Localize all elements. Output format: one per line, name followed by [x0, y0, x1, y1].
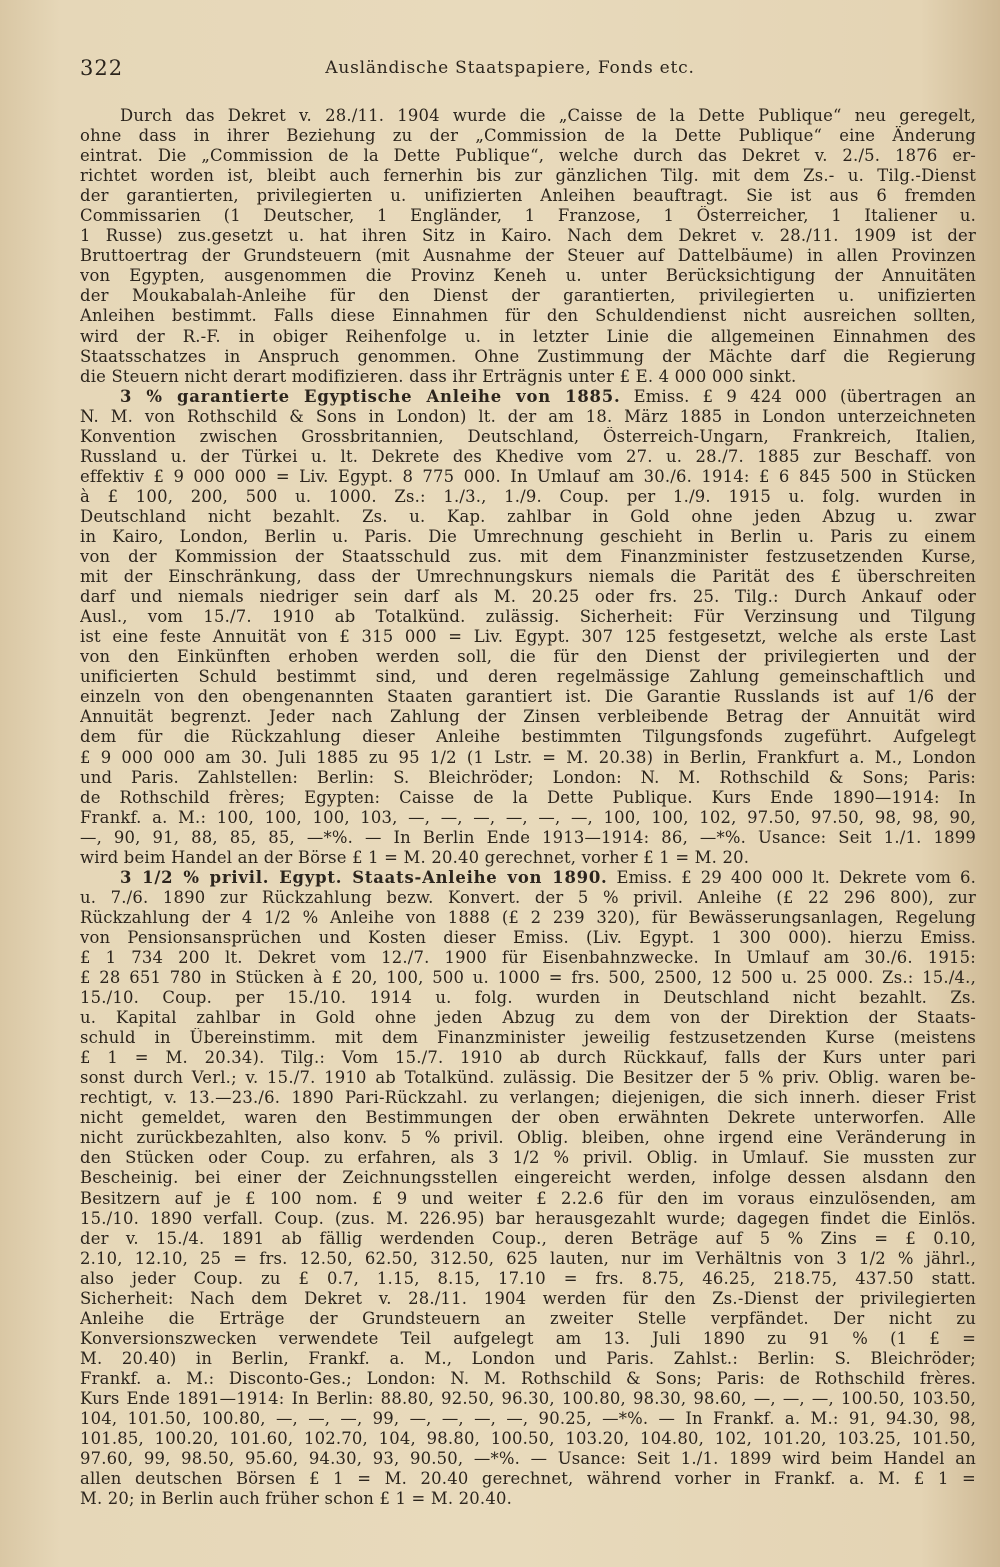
- text-line: [80, 146, 976, 166]
- text-line: [80, 1008, 976, 1028]
- text-line: [80, 166, 976, 186]
- text-line: [80, 547, 976, 567]
- text-line: [80, 928, 976, 948]
- text-line: [80, 1028, 976, 1048]
- text-line: [80, 306, 976, 326]
- text-line: [80, 106, 976, 126]
- line-text: Konvention zwischen Grossbritannien, Deutschland, Österreich-Ungarn, Frankreich, Italien,: [80, 426, 976, 446]
- page-header: [80, 56, 940, 86]
- text-line: [80, 988, 976, 1008]
- text-line: [80, 507, 976, 527]
- line-text: Staatsschatzes in Anspruch genommen. Ohne Zustimmung der Mächte darf die Regierung: [80, 346, 976, 366]
- line-text: eintrat. Die „Commission de la Dette Publique“, welche durch das Dekret v. 2./5. 1876 er-: [80, 146, 976, 166]
- text-line: [80, 1128, 976, 1148]
- line-text: 15./10. Coup. per 15./10. 1914 u. folg. wurden in Deutschland nicht bezahlt. Zs.: [80, 988, 976, 1008]
- line-text: Bescheinig. bei einer der Zeichnungsstellen eingereicht werden, infolge dessen alsdann den: [80, 1168, 976, 1188]
- text-line: [80, 828, 976, 848]
- line-text: de Rothschild frères; Egypten: Caisse de la Dette Publique. Kurs Ende 1890—1914: In: [80, 787, 976, 807]
- line-text: £ 28 651 780 in Stücken à £ 20, 100, 500 u. 1000 = frs. 500, 2500, 12 500 u. 25 000. Zs.: 15./4.,: [80, 968, 976, 988]
- line-text: von den Einkünften erhoben werden soll, die für den Dienst der privilegierten und der: [80, 647, 976, 667]
- text-line: [80, 407, 976, 427]
- text-line: [80, 487, 976, 507]
- text-line: [80, 1389, 976, 1409]
- line-text: von Egypten, ausgenommen die Provinz Keneh u. unter Berücksichtigung der Annuitäten: [80, 266, 976, 286]
- text-line: [80, 888, 976, 908]
- line-text: Sicherheit: Nach dem Dekret v. 28./11. 1904 werden für den Zs.-Dienst der privilegierten: [80, 1288, 976, 1308]
- line-text: in Kairo, London, Berlin u. Paris. Die Umrechnung geschieht in Berlin u. Paris zu einem: [80, 526, 976, 546]
- text-line: [80, 226, 976, 246]
- text-line: [80, 1229, 976, 1249]
- line-text: der v. 15./4. 1891 ab fällig werdenden Coup., deren Beträge auf 5 % Zins = £ 0.10,: [80, 1228, 976, 1248]
- body-text: [80, 106, 976, 1509]
- line-text: Anleihen bestimmt. Falls diese Einnahmen für den Schuldendienst nicht ausreichen sollten,: [80, 306, 976, 326]
- text-line: [80, 647, 976, 667]
- line-text: —, 90, 91, 88, 85, 85, —*%. — In Berlin Ende 1913—1914: 86, —*%. Usance: Seit 1./1. 1899: [80, 827, 976, 847]
- text-line: [80, 467, 976, 487]
- line-text: u. 7./6. 1890 zur Rückzahlung bezw. Konvert. der 5 % privil. Anleihe (£ 22 296 800), zur: [80, 887, 976, 907]
- text-line: [80, 206, 976, 226]
- line-text: den Stücken oder Coup. zu erfahren, als 3 1/2 % privil. Oblig. in Umlauf. Sie mussten zur: [80, 1148, 976, 1168]
- text-line: [80, 1489, 976, 1509]
- line-text: M. 20; in Berlin auch früher schon £ 1 = M. 20.40.: [80, 1489, 513, 1509]
- text-line: [80, 667, 976, 687]
- text-line: [80, 1429, 976, 1449]
- text-line: [80, 687, 976, 707]
- text-line: [80, 727, 976, 747]
- section-heading: 3 % garantierte Egyptische Anleihe von 1885.: [120, 386, 621, 406]
- line-text: dem für die Rückzahlung dieser Anleihe bestimmten Tilgungsfonds zugeführt. Aufgelegt: [80, 727, 976, 747]
- text-line: [80, 246, 976, 266]
- text-line: [80, 1209, 976, 1229]
- text-line: [80, 1289, 976, 1309]
- text-line: [80, 327, 976, 347]
- text-line: [80, 427, 976, 447]
- running-title: Ausländische Staatspapiere, Fonds etc.: [325, 58, 695, 78]
- line-text: 101.85, 100.20, 101.60, 102.70, 104, 98.80, 100.50, 103.20, 104.80, 102, 101.20, 103.25, 101.50,: [80, 1429, 976, 1449]
- line-text: Rückzahlung der 4 1/2 % Anleihe von 1888 (£ 2 239 320), für Bewässerungsanlagen, Regelung: [80, 907, 976, 927]
- text-line: [80, 347, 976, 367]
- text-line: [80, 126, 976, 146]
- line-text: sonst durch Verl.; v. 15./7. 1910 ab Totalkünd. zulässig. Die Besitzer der 5 % priv. Oblig. waren be-: [80, 1068, 976, 1088]
- line-text: wird beim Handel an der Börse £ 1 = M. 20.40 gerechnet, vorher £ 1 = M. 20.: [80, 847, 750, 867]
- text-line: [80, 387, 976, 407]
- line-text: £ 1 = M. 20.34). Tilg.: Vom 15./7. 1910 ab durch Rückkauf, falls der Kurs unter pari: [80, 1048, 976, 1068]
- text-line: [80, 1349, 976, 1369]
- line-text: Annuität begrenzt. Jeder nach Zahlung der Zinsen verbleibende Betrag der Annuität wird: [80, 707, 976, 727]
- text-line: [80, 948, 976, 968]
- line-text: darf und niemals niedriger sein darf als M. 20.25 oder frs. 25. Tilg.: Durch Ankauf oder: [80, 587, 976, 607]
- line-text: ohne dass in ihrer Beziehung zu der „Commission de la Dette Publique“ eine Änderung: [80, 126, 976, 146]
- text-line: [80, 1168, 976, 1188]
- text-line: [80, 1369, 976, 1389]
- line-text: u. Kapital zahlbar in Gold ohne jeden Abzug zu dem von der Direktion der Staats-: [80, 1008, 976, 1028]
- line-text: von Pensionsansprüchen und Kosten dieser Emiss. (Liv. Egypt. 1 300 000). hierzu Emiss.: [80, 927, 976, 947]
- line-text: nicht zurückbezahlten, also konv. 5 % privil. Oblig. bleiben, ohne irgend eine Veränderung in: [80, 1128, 976, 1148]
- line-text: £ 1 734 200 lt. Dekret vom 12./7. 1900 für Eisenbahnzwecke. In Umlauf am 30./6. 1915:: [80, 947, 976, 967]
- text-line: [80, 707, 976, 727]
- text-line: [80, 1148, 976, 1168]
- line-text: der garantierten, privilegierten u. unifizierten Anleihen beauftragt. Sie ist aus 6 fremden: [80, 186, 976, 206]
- line-text: also jeder Coup. zu £ 0.7, 1.15, 8.15, 17.10 = frs. 8.75, 46.25, 218.75, 437.50 statt.: [80, 1268, 976, 1288]
- line-text: effektiv £ 9 000 000 = Liv. Egypt. 8 775 000. In Umlauf am 30./6. 1914: £ 6 845 500 in Stücken: [80, 466, 976, 486]
- line-text: N. M. von Rothschild & Sons in London) lt. der am 18. März 1885 in London unterzeichneten: [80, 406, 976, 426]
- line-text: schuld in Übereinstimm. mit dem Finanzminister jeweilig festzusetzenden Kurse (meistens: [80, 1028, 976, 1048]
- line-text: mit der Einschränkung, dass der Umrechnungskurs niemals die Parität des £ überschreiten: [80, 567, 976, 587]
- line-text: Durch das Dekret v. 28./11. 1904 wurde die „Caisse de la Dette Publique“ neu geregelt,: [120, 106, 976, 125]
- section-heading: 3 1/2 % privil. Egypt. Staats-Anleihe von 1890.: [120, 867, 608, 887]
- text-line: [80, 1048, 976, 1068]
- line-text: und Paris. Zahlstellen: Berlin: S. Bleichröder; London: N. M. Rothschild & Sons; Paris:: [80, 767, 976, 787]
- text-line: [80, 748, 976, 768]
- line-text: rechtigt, v. 13.—23./6. 1890 Pari-Rückzahl. zu verlangen; diejenigen, die sich innerh. dieser Frist: [80, 1088, 976, 1108]
- text-line: [80, 1469, 976, 1489]
- text-line: [80, 1329, 976, 1349]
- text-line: [80, 1449, 976, 1469]
- text-line: [80, 587, 976, 607]
- line-text: Emiss. £ 9 424 000 (übertragen an: [620, 386, 976, 406]
- text-line: [80, 768, 976, 788]
- line-text: der Moukabalah-Anleihe für den Dienst der garantierten, privilegierten u. unifizierten: [80, 286, 976, 306]
- text-line: [80, 968, 976, 988]
- line-text: von der Kommission der Staatsschuld zus. mit dem Finanzminister festzusetzenden Kurse,: [80, 547, 976, 567]
- text-line: [80, 527, 976, 547]
- line-text: richtet worden ist, bleibt auch fernerhin bis zur gänzlichen Tilg. mit dem Zs.- u. Tilg.-Dienst: [80, 166, 976, 186]
- line-text: 1 Russe) zus.gesetzt u. hat ihren Sitz in Kairo. Nach dem Dekret v. 28./11. 1909 ist der: [80, 226, 976, 246]
- line-text: £ 9 000 000 am 30. Juli 1885 zu 95 1/2 (1 Lstr. = M. 20.38) in Berlin, Frankfurt a. M., London: [80, 747, 976, 767]
- line-text: 104, 101.50, 100.80, —, —, —, 99, —, —, —, —, 90.25, —*%. — In Frankf. a. M.: 91, 94.30, 98,: [80, 1409, 976, 1429]
- line-text: Deutschland nicht bezahlt. Zs. u. Kap. zahlbar in Gold ohne jeden Abzug u. zwar: [80, 506, 976, 526]
- text-line: [80, 286, 976, 306]
- line-text: die Steuern nicht derart modifizieren. dass ihr Erträgnis unter £ E. 4 000 000 sinkt.: [80, 366, 797, 386]
- text-line: [80, 1068, 976, 1088]
- line-text: Frankf. a. M.: 100, 100, 100, 103, —, —, —, —, —, —, 100, 100, 102, 97.50, 97.50, 98, 98, 90,: [80, 807, 976, 827]
- line-text: Commissarien (1 Deutscher, 1 Engländer, 1 Franzose, 1 Österreicher, 1 Italiener u.: [80, 206, 976, 226]
- text-line: [80, 367, 976, 387]
- line-text: wird der R.-F. in obiger Reihenfolge u. in letzter Linie die allgemeinen Einnahmen des: [80, 326, 976, 346]
- text-line: [80, 447, 976, 467]
- text-line: [80, 1309, 976, 1329]
- line-text: Kurs Ende 1891—1914: In Berlin: 88.80, 92.50, 96.30, 100.80, 98.30, 98.60, —, —, —, 100.50, 103.50,: [80, 1389, 976, 1408]
- text-line: [80, 1108, 976, 1128]
- text-line: [80, 567, 976, 587]
- line-text: Frankf. a. M.: Disconto-Ges.; London: N. M. Rothschild & Sons; Paris: de Rothschild frères.: [80, 1368, 976, 1388]
- text-line: [80, 868, 976, 888]
- line-text: à £ 100, 200, 500 u. 1000. Zs.: 1./3., 1./9. Coup. per 1./9. 1915 u. folg. wurden in: [80, 486, 976, 506]
- text-line: [80, 788, 976, 808]
- page-number: 322: [80, 56, 124, 80]
- text-line: [80, 266, 976, 286]
- text-line: [80, 607, 976, 627]
- line-text: allen deutschen Börsen £ 1 = M. 20.40 gerechnet, während vorher in Frankf. a. M. £ 1 =: [80, 1469, 976, 1489]
- text-line: [80, 627, 976, 647]
- text-line: [80, 808, 976, 828]
- text-line: [80, 908, 976, 928]
- line-text: Besitzern auf je £ 100 nom. £ 9 und weiter £ 2.2.6 für den im voraus einzulösenden, am: [80, 1188, 976, 1208]
- text-line: [80, 1189, 976, 1209]
- line-text: Ausl., vom 15./7. 1910 ab Totalkünd. zulässig. Sicherheit: Für Verzinsung und Tilgung: [80, 607, 976, 627]
- text-line: [80, 1269, 976, 1289]
- line-text: ist eine feste Annuität von £ 315 000 = Liv. Egypt. 307 125 festgesetzt, welche als erste Last: [80, 627, 976, 647]
- line-text: einzeln von den obengenannten Staaten garantiert ist. Die Garantie Russlands ist auf 1/6 der: [80, 687, 976, 707]
- text-line: [80, 186, 976, 206]
- text-line: [80, 1409, 976, 1429]
- text-line: [80, 1249, 976, 1269]
- text-line: [80, 848, 976, 868]
- line-text: unificierten Schuld bestimmt sind, und deren regelmässige Zahlung gemeinschaftlich und: [80, 667, 976, 687]
- line-text: M. 20.40) in Berlin, Frankf. a. M., London und Paris. Zahlst.: Berlin: S. Bleichröder;: [80, 1348, 976, 1368]
- line-text: 15./10. 1890 verfall. Coup. (zus. M. 226.95) bar herausgezahlt wurde; dagegen findet die Einlös.: [80, 1208, 976, 1228]
- line-text: 97.60, 99, 98.50, 95.60, 94.30, 93, 90.50, —*%. — Usance: Seit 1./1. 1899 wird beim Handel an: [80, 1449, 976, 1469]
- line-text: 2.10, 12.10, 25 = frs. 12.50, 62.50, 312.50, 625 lauten, nur im Verhältnis von 3 1/2 % jährl.,: [80, 1248, 976, 1268]
- text-line: [80, 1088, 976, 1108]
- line-text: Bruttoertrag der Grundsteuern (mit Ausnahme der Steuer auf Dattelbäume) in allen Provinzen: [80, 246, 976, 266]
- line-text: Emiss. £ 29 400 000 lt. Dekrete vom 6.: [607, 867, 976, 887]
- line-text: Anleihe die Erträge der Grundsteuern an zweiter Stelle verpfändet. Der nicht zu: [80, 1308, 976, 1328]
- line-text: Konversionszwecken verwendete Teil aufgelegt am 13. Juli 1890 zu 91 % (1 £ =: [80, 1328, 976, 1348]
- line-text: nicht gemeldet, waren den Bestimmungen der oben erwähnten Dekrete unterworfen. Alle: [80, 1108, 976, 1128]
- line-text: Russland u. der Türkei u. lt. Dekrete des Khedive vom 27. u. 28./7. 1885 zur Beschaff. von: [80, 446, 976, 466]
